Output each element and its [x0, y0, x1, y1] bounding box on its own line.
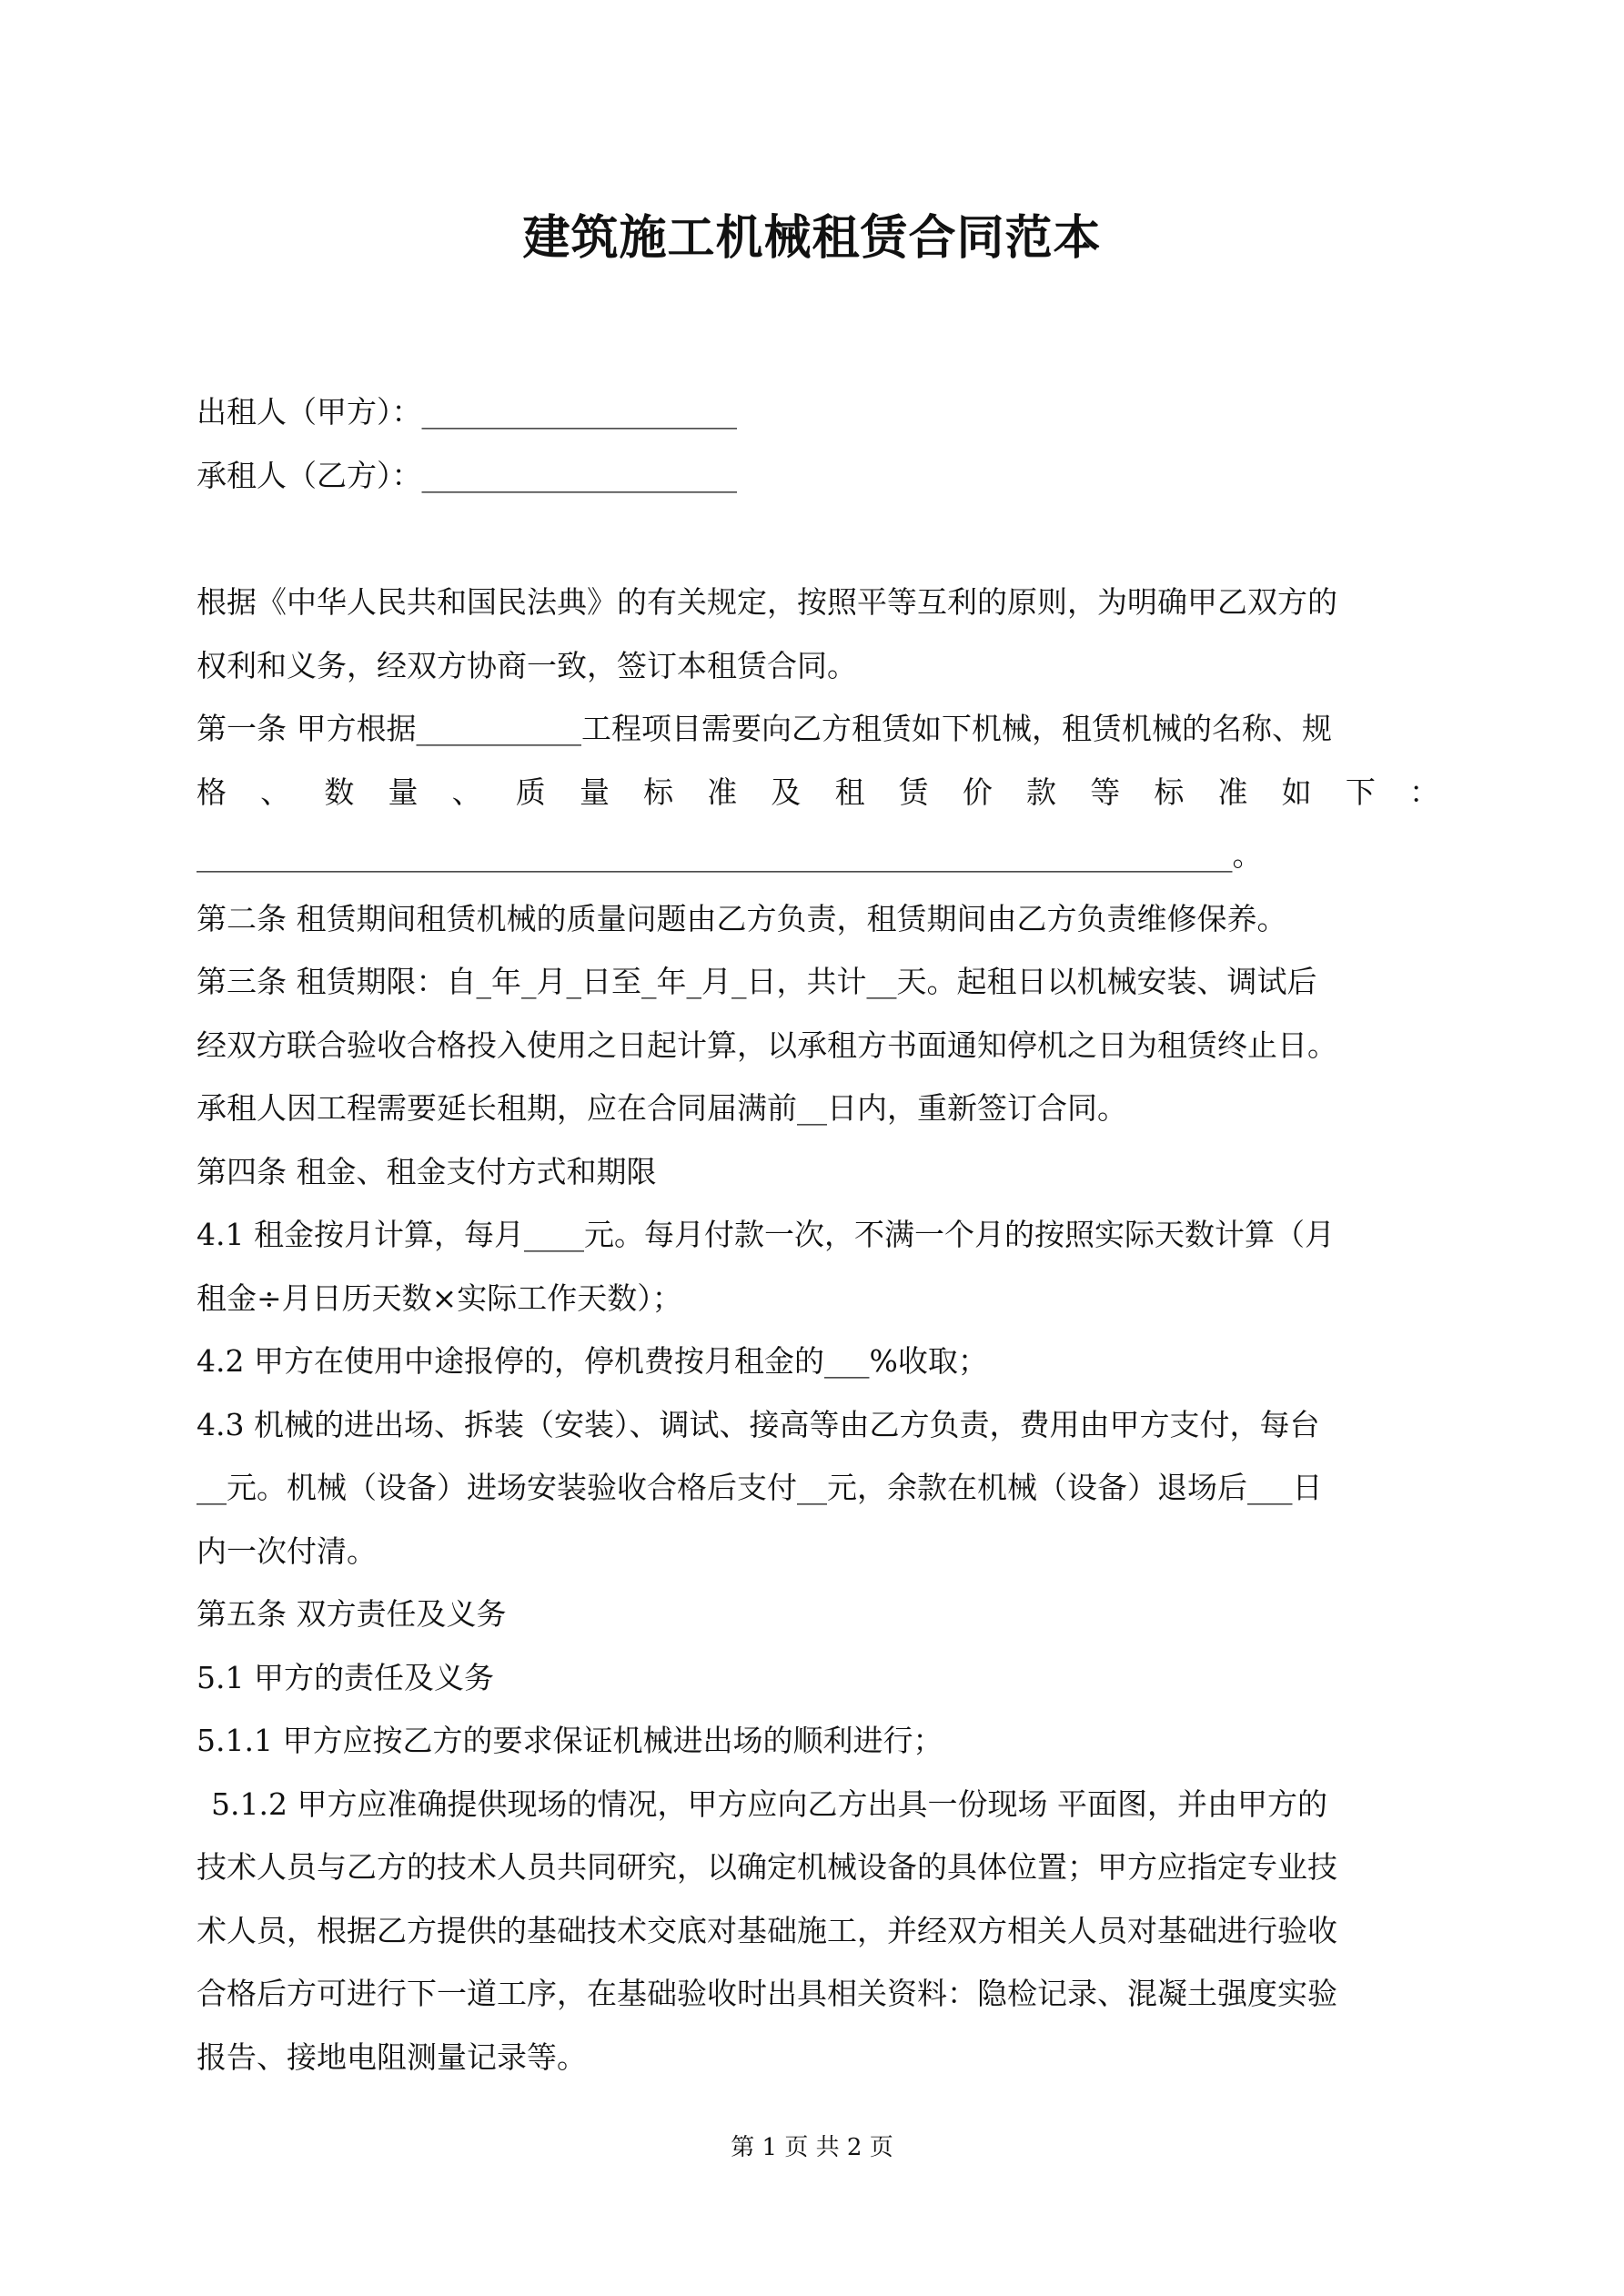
article1-line-3: _____________________________________________________________________。 [197, 837, 1263, 873]
article2-line: 第二条 租赁期间租赁机械的质量问题由乙方负责，租赁期间由乙方负责维修保养。 [197, 900, 1287, 936]
lessor-line: 出租人（甲方）：_____________________ [197, 394, 737, 430]
article4-heading: 第四条 租金、租金支付方式和期限 [197, 1153, 657, 1189]
clause-4-1-line-1: 4.1 租金按月计算，每月____元。每月付款一次，不满一个月的按照实际天数计算（月 [197, 1217, 1335, 1252]
clause-4-3-line-3: 内一次付清。 [197, 1532, 377, 1569]
clause-4-2-line: 4.2 甲方在使用中途报停的，停机费按月租金的___%收取； [197, 1343, 988, 1379]
clause-4-1-line-2: 租金÷月日历天数×实际工作天数）； [197, 1279, 682, 1316]
clause-5-1-2-line-3: 术人员，根据乙方提供的基础技术交底对基础施工，并经双方相关人员对基础进行验收 [197, 1912, 1337, 1948]
page-footer: 第 1 页 共 2 页 [731, 2134, 893, 2161]
article1-line-2: 格、数量、质量标准及租赁价款等标准如下： [197, 774, 1439, 810]
clause-5-1-2-line-2: 技术人员与乙方的技术人员共同研究，以确定机械设备的具体位置；甲方应指定专业技 [197, 1849, 1337, 1885]
clause-4-3-line-2: __元。机械（设备）进场安装验收合格后支付__元，余款在机械（设备）退场后___日 [197, 1470, 1323, 1505]
preamble-line-1: 根据《中华人民共和国民法典》的有关规定，按照平等互利的原则，为明确甲乙双方的 [197, 584, 1337, 620]
clause-5-1-line: 5.1 甲方的责任及义务 [197, 1659, 494, 1695]
article5-heading: 第五条 双方责任及义务 [197, 1596, 507, 1632]
clause-5-1-1-line: 5.1.1 甲方应按乙方的要求保证机械进出场的顺利进行； [197, 1723, 943, 1758]
lessee-line: 承租人（乙方）：_____________________ [197, 457, 737, 493]
clause-5-1-2-line-1: 5.1.2 甲方应准确提供现场的情况，甲方应向乙方出具一份现场 平面图，并由甲方的 [211, 1785, 1327, 1822]
clause-5-1-2-line-5: 报告、接地电阻测量记录等。 [197, 2038, 587, 2075]
preamble-line-2: 权利和义务，经双方协商一致，签订本租赁合同。 [197, 647, 857, 683]
article3-line-2: 经双方联合验收合格投入使用之日起计算，以承租方书面通知停机之日为租赁终止日。 [197, 1027, 1337, 1063]
document-body [197, 380, 1439, 2089]
document-title: 建筑施工机械租赁合同范本 [522, 210, 1102, 266]
article1-line-1: 第一条 甲方根据___________工程项目需要向乙方租赁如下机械，租赁机械的名称、规 [197, 711, 1332, 746]
clause-5-1-2-line-4: 合格后方可进行下一道工序，在基础验收时出具相关资料：隐检记录、混凝土强度实验 [197, 1976, 1337, 2011]
article3-line-3: 承租人因工程需要延长租期，应在合同届满前__日内，重新签订合同。 [197, 1090, 1127, 1126]
clause-4-3-line-1: 4.3 机械的进出场、拆装（安装）、调试、接高等由乙方负责，费用由甲方支付，每台 [197, 1406, 1320, 1442]
article3-line-1: 第三条 租赁期限：自_年_月_日至_年_月_日，共计__天。起租日以机械安装、调试后 [197, 964, 1317, 999]
